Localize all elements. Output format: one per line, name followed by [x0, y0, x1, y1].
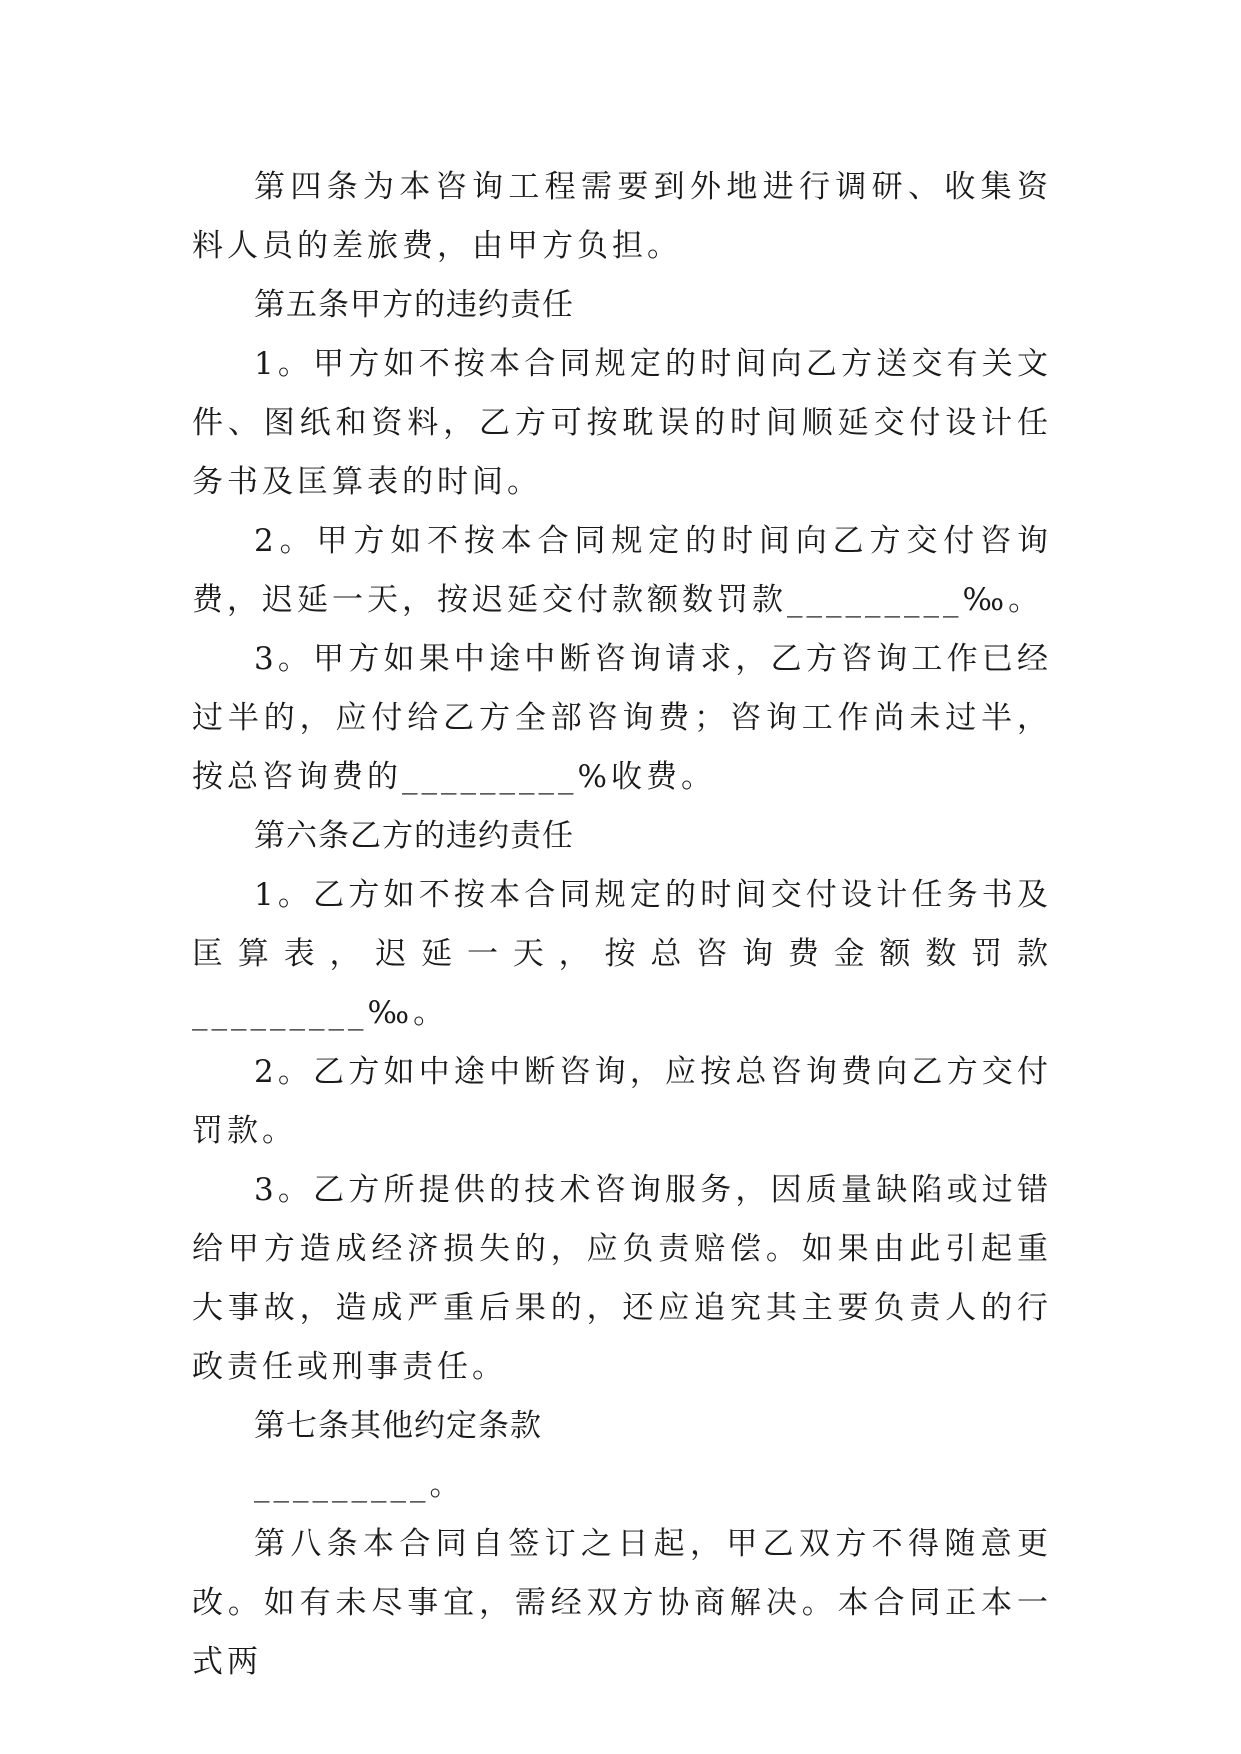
paragraph-article-5-item-1: 1。甲方如不按本合同规定的时间向乙方送交有关文件、图纸和资料，乙方可按耽误的时间顺延交付设计任务书及匡算表的时间。: [192, 346, 1052, 500]
heading-article-6: 第六条乙方的违约责任: [254, 818, 574, 854]
paragraph-article-6-item-2: 2。乙方如中途中断咨询，应按总咨询费向乙方交付罚款。: [192, 1054, 1052, 1149]
heading-article-7: 第七条其他约定条款: [254, 1408, 542, 1444]
paragraph-article-5-item-3: 3。甲方如果中途中断咨询请求，乙方咨询工作已经过半的，应付给乙方全部咨询费；咨询工作尚未过半，按总咨询费的_________%收费。: [192, 641, 1052, 795]
document-body: [192, 158, 1052, 1692]
paragraph-article-8: 第八条本合同自签订之日起，甲乙双方不得随意更改。如有未尽事宜，需经双方协商解决。本合同正本一式两: [192, 1526, 1052, 1680]
paragraph-article-4: 第四条为本咨询工程需要到外地进行调研、收集资料人员的差旅费，由甲方负担。: [192, 169, 1052, 264]
paragraph-article-5-item-2: 2。甲方如不按本合同规定的时间向乙方交付咨询费，迟延一天，按迟延交付款额数罚款_________‰。: [192, 523, 1052, 618]
paragraph-article-6-item-3: 3。乙方所提供的技术咨询服务，因质量缺陷或过错给甲方造成经济损失的，应负责赔偿。如果由此引起重大事故，造成严重后果的，还应追究其主要负责人的行政责任或刑事责任。: [192, 1172, 1052, 1385]
heading-article-5: 第五条甲方的违约责任: [254, 287, 574, 323]
paragraph-article-7-blank: _________。: [254, 1467, 465, 1503]
paragraph-article-6-item-1: 1。乙方如不按本合同规定的时间交付设计任务书及匡算表，迟延一天，按总咨询费金额数罚款_________‰。: [192, 877, 1052, 1031]
